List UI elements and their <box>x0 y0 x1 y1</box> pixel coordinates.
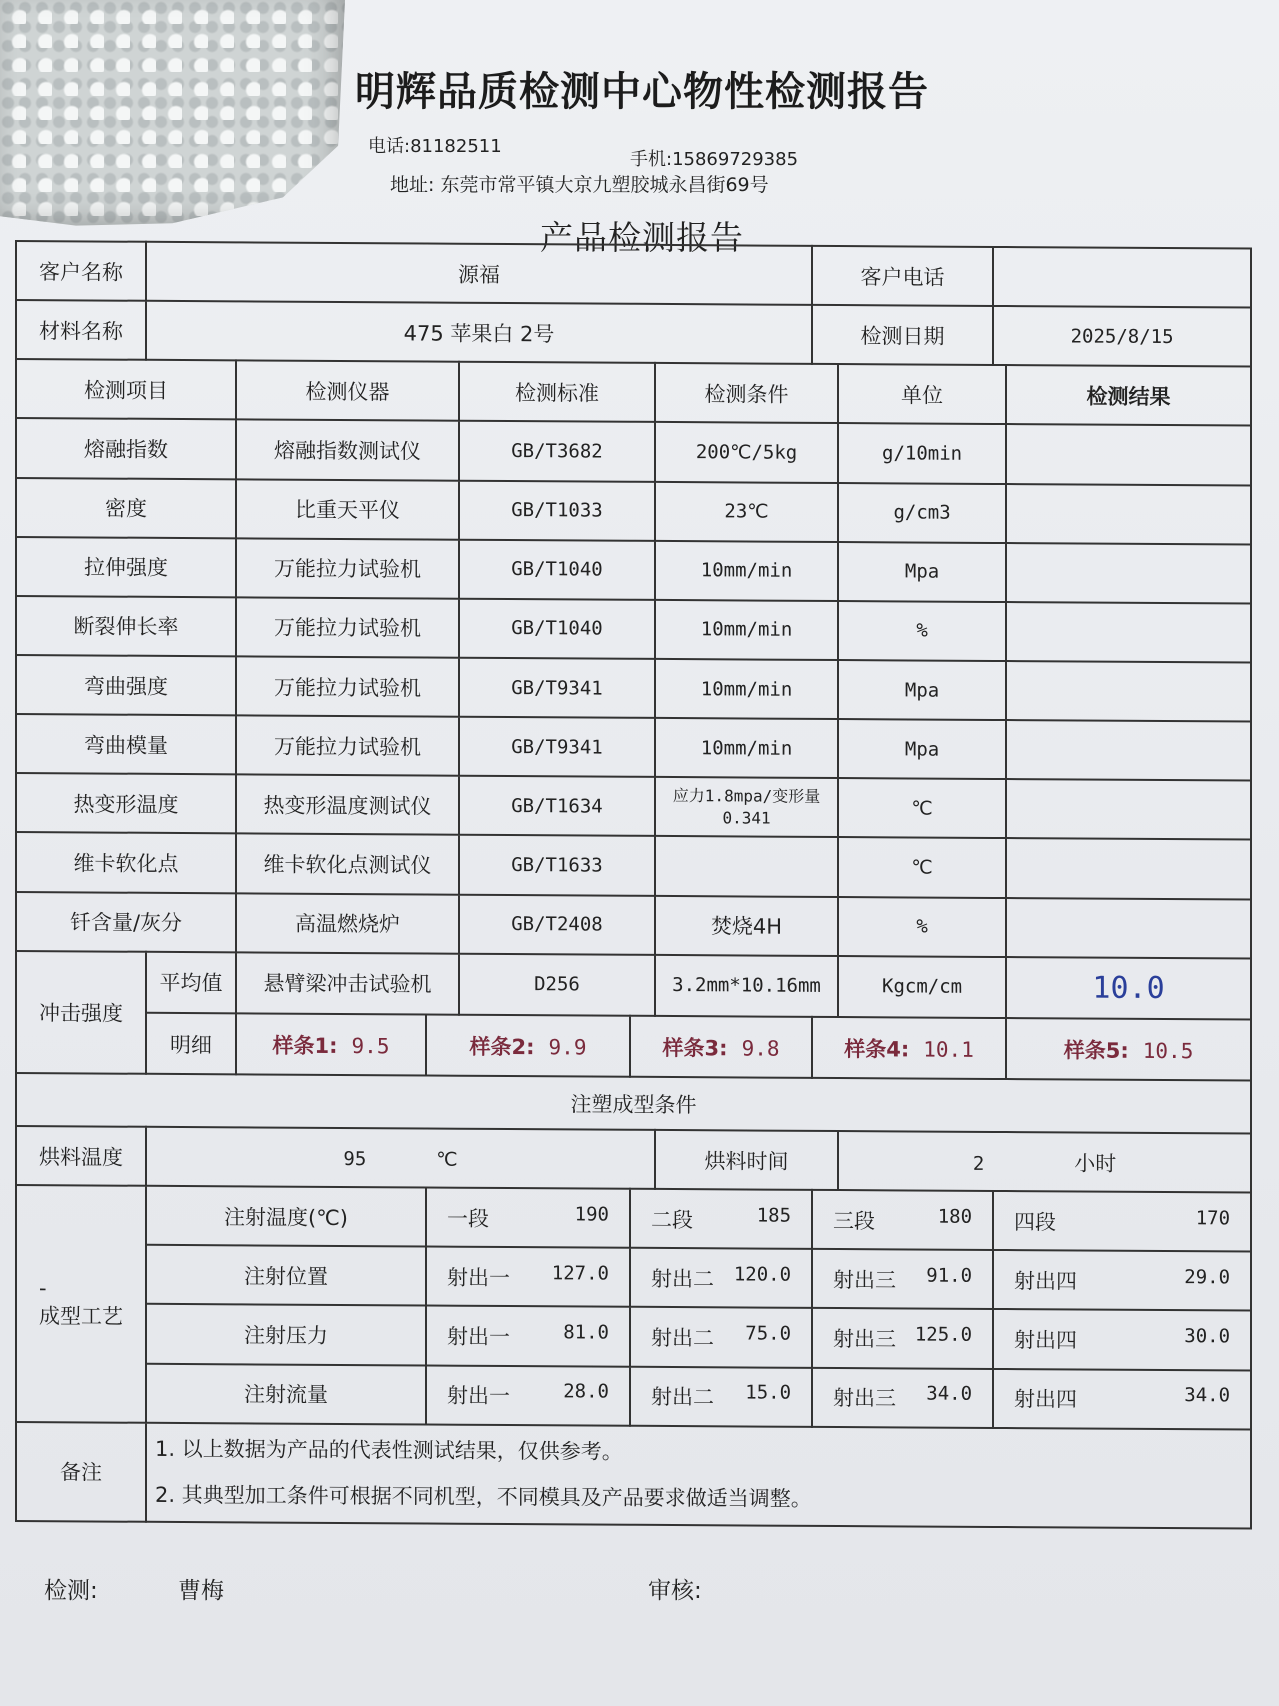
row-unit: g/10min <box>838 423 1006 483</box>
table-row <box>16 832 1251 899</box>
process-cell-value: 28.0 <box>563 1380 609 1403</box>
table-row <box>16 773 1251 840</box>
remark-line: 1. 以上数据为产品的代表性测试结果，仅供参考。 <box>155 1437 623 1465</box>
row-standard: GB/T1633 <box>459 835 655 895</box>
material-row <box>16 300 1251 367</box>
row-result <box>1006 898 1251 959</box>
impact-result: 10.0 <box>1006 957 1251 1020</box>
row-instrument: 高温燃烧炉 <box>236 893 459 954</box>
customer-name-label: 客户名称 <box>16 241 146 301</box>
row-result <box>1006 838 1251 899</box>
row-instrument: 万能拉力试验机 <box>236 656 459 717</box>
process-cell <box>812 1190 993 1250</box>
col-header-result: 检测结果 <box>1006 365 1251 426</box>
process-row <box>16 1363 1251 1430</box>
process-row-label: 注射流量 <box>146 1363 426 1424</box>
process-cell <box>630 1189 812 1249</box>
process-cell <box>993 1191 1251 1252</box>
process-cell-key: 射出二 <box>651 1325 714 1351</box>
header-mobile: 手机:15869729385 <box>630 149 799 170</box>
process-cell-key: 射出一 <box>447 1324 510 1349</box>
sample-cell <box>426 1014 630 1076</box>
impact-label: 冲击强度 <box>16 951 146 1074</box>
row-unit: g/cm3 <box>838 483 1006 543</box>
sample-cell <box>812 1017 1006 1079</box>
material-name-value: 475 苹果白 2号 <box>146 301 812 364</box>
process-cell <box>993 1369 1251 1430</box>
remark-line: 2. 其典型加工条件可根据不同机型，不同模具及产品要求做适当调整。 <box>155 1483 812 1512</box>
col-header-item: 检测项目 <box>16 359 236 419</box>
impact-instrument: 悬臂梁冲击试验机 <box>236 952 459 1015</box>
table-row <box>16 537 1251 604</box>
impact-average-row <box>16 951 1251 1020</box>
header-address: 地址: 东莞市常平镇大京九塑胶城永昌街69号 <box>390 174 769 196</box>
process-row <box>16 1185 1251 1252</box>
customer-phone-label: 客户电话 <box>812 246 993 306</box>
test-date-label: 检测日期 <box>812 305 993 365</box>
process-cell <box>812 1367 993 1427</box>
process-cell-key: 一段 <box>447 1206 489 1231</box>
row-standard: GB/T1033 <box>459 480 655 540</box>
process-row-label: 注射温度(℃) <box>146 1186 426 1247</box>
row-result <box>1006 484 1251 545</box>
tester-name: 曹梅 <box>178 1578 224 1604</box>
row-condition: 应力1.8mpa/变形量 0.341 <box>655 777 838 837</box>
row-result <box>1006 661 1251 722</box>
dry-temp-cell <box>146 1127 655 1189</box>
col-header-unit: 单位 <box>838 364 1006 424</box>
table-row <box>16 655 1251 722</box>
customer-name-value: 源福 <box>146 242 812 305</box>
row-standard: GB/T1634 <box>459 776 655 836</box>
impact-detail-label: 明细 <box>146 1013 236 1075</box>
process-cell-value: 120.0 <box>733 1263 792 1286</box>
table-row <box>16 478 1251 545</box>
process-label: 成型工艺 <box>39 1304 123 1330</box>
impact-standard: D256 <box>459 953 655 1015</box>
row-instrument: 维卡软化点测试仪 <box>236 834 459 895</box>
row-instrument: 万能拉力试验机 <box>236 597 459 658</box>
row-instrument: 熔融指数测试仪 <box>236 420 459 481</box>
table-row <box>16 892 1251 959</box>
row-condition: 10mm/min <box>655 600 838 660</box>
row-standard: GB/T9341 <box>459 658 655 718</box>
row-condition <box>655 836 838 896</box>
report-table <box>15 240 1252 1530</box>
customer-phone-value <box>993 247 1251 308</box>
reviewer-label: 审核: <box>648 1578 702 1604</box>
row-unit: % <box>838 601 1006 661</box>
row-unit: Mpa <box>838 719 1006 779</box>
process-cell-value: 127.0 <box>551 1262 609 1285</box>
row-result <box>1006 424 1251 485</box>
row-standard: GB/T1040 <box>459 599 655 659</box>
row-item: 弯曲模量 <box>16 714 236 774</box>
row-item: 热变形温度 <box>16 773 236 833</box>
process-cell-value: 91.0 <box>926 1264 973 1287</box>
impact-detail-row <box>16 1012 1251 1081</box>
test-date-value: 2025/8/15 <box>993 306 1251 367</box>
row-instrument: 热变形温度测试仪 <box>236 775 459 836</box>
row-instrument: 万能拉力试验机 <box>236 538 459 599</box>
row-condition: 10mm/min <box>655 541 838 601</box>
row-result <box>1006 779 1251 840</box>
column-header-row <box>16 359 1251 426</box>
sample-label: 样条5: <box>1063 1037 1129 1063</box>
process-row-label: 注射压力 <box>146 1304 426 1365</box>
process-cell-value: 34.0 <box>926 1382 973 1405</box>
dry-time-label: 烘料时间 <box>655 1130 838 1190</box>
row-result <box>1006 720 1251 781</box>
row-unit: % <box>838 897 1006 957</box>
process-cell <box>630 1366 812 1426</box>
sample-cell <box>630 1016 812 1078</box>
process-mark: - <box>39 1276 47 1301</box>
report-title: 明辉品质检测中心物性检测报告 <box>355 69 929 115</box>
row-condition: 200℃/5kg <box>655 422 838 482</box>
process-cell-key: 射出四 <box>1014 1387 1078 1412</box>
process-cell <box>426 1306 630 1366</box>
row-result <box>1006 543 1251 604</box>
sample-value: 9.5 <box>351 1033 390 1058</box>
dry-temp-label: 烘料温度 <box>16 1126 146 1186</box>
table-row <box>16 596 1251 663</box>
dry-time-cell <box>838 1131 1251 1193</box>
table-row <box>16 714 1251 781</box>
process-cell <box>426 1247 630 1307</box>
sample-value: 10.5 <box>1142 1038 1194 1063</box>
process-cell-key: 射出三 <box>833 1386 897 1411</box>
col-header-condition: 检测条件 <box>655 363 838 423</box>
process-cell <box>426 1188 630 1248</box>
process-cell-value: 34.0 <box>1184 1384 1231 1407</box>
dry-temp-unit: ℃ <box>436 1148 458 1171</box>
process-cell-key: 四段 <box>1014 1209 1057 1235</box>
drying-row <box>16 1126 1251 1193</box>
sample-label: 样条2: <box>469 1034 535 1059</box>
sample-cell <box>1006 1018 1251 1081</box>
dry-temp-value: 95 <box>343 1147 367 1170</box>
process-row <box>16 1303 1251 1370</box>
process-cell <box>993 1309 1251 1370</box>
row-unit: ℃ <box>838 837 1006 897</box>
process-row <box>16 1244 1251 1311</box>
impact-condition: 3.2mm*10.16mm <box>655 955 838 1017</box>
row-condition: 10mm/min <box>655 718 838 778</box>
row-instrument: 比重天平仪 <box>236 479 459 540</box>
process-cell <box>812 1249 993 1309</box>
process-cell <box>630 1307 812 1367</box>
table-row <box>16 418 1251 485</box>
process-cell-key: 射出三 <box>833 1267 897 1293</box>
row-condition: 10mm/min <box>655 659 838 719</box>
process-cell <box>426 1365 630 1425</box>
impact-unit: Kgcm/cm <box>838 956 1006 1018</box>
process-cell-value: 30.0 <box>1184 1325 1231 1348</box>
molding-title-row <box>16 1073 1251 1133</box>
row-standard: GB/T3682 <box>459 421 655 481</box>
process-cell-key: 射出四 <box>1014 1328 1078 1353</box>
sample-label: 样条4: <box>844 1036 910 1062</box>
impact-average-label: 平均值 <box>146 951 236 1013</box>
process-cell-key: 射出四 <box>1014 1268 1078 1294</box>
remarks-text <box>146 1422 1251 1528</box>
row-item: 钎含量/灰分 <box>16 892 236 952</box>
process-cell-key: 射出二 <box>651 1266 714 1292</box>
remarks-row <box>16 1422 1251 1529</box>
process-cell-value: 15.0 <box>745 1381 792 1404</box>
process-label-cell <box>16 1185 146 1422</box>
process-cell-value: 75.0 <box>745 1322 792 1345</box>
row-standard: GB/T1040 <box>459 539 655 599</box>
row-standard: GB/T9341 <box>459 717 655 777</box>
col-header-instrument: 检测仪器 <box>236 361 459 422</box>
process-cell-key: 三段 <box>833 1208 876 1233</box>
row-result <box>1006 602 1251 663</box>
process-cell-value: 185 <box>756 1204 792 1227</box>
row-item: 熔融指数 <box>16 418 236 478</box>
process-cell-key: 射出一 <box>447 1383 510 1409</box>
row-standard: GB/T2408 <box>459 894 655 954</box>
remarks-label: 备注 <box>16 1422 146 1522</box>
process-cell-value: 81.0 <box>563 1321 609 1344</box>
molding-title: 注塑成型条件 <box>16 1073 1251 1133</box>
sample-value: 10.1 <box>923 1037 974 1062</box>
process-row-label: 注射位置 <box>146 1245 426 1306</box>
process-cell-value: 29.0 <box>1184 1265 1231 1289</box>
process-cell-value: 170 <box>1195 1206 1231 1230</box>
row-unit: Mpa <box>838 660 1006 720</box>
process-cell-value: 125.0 <box>914 1323 973 1346</box>
process-cell <box>630 1248 812 1308</box>
material-name-label: 材料名称 <box>16 300 146 360</box>
process-cell <box>812 1308 993 1368</box>
row-condition: 23℃ <box>655 481 838 541</box>
row-instrument: 万能拉力试验机 <box>236 715 459 776</box>
process-cell-key: 二段 <box>651 1207 693 1232</box>
sample-value: 9.8 <box>741 1036 780 1061</box>
row-item: 拉伸强度 <box>16 537 236 597</box>
sample-label: 样条1: <box>272 1033 338 1058</box>
row-item: 密度 <box>16 478 236 538</box>
process-cell-key: 射出一 <box>447 1265 510 1290</box>
tester-label: 检测: <box>44 1578 98 1604</box>
process-cell-key: 射出三 <box>833 1326 897 1352</box>
col-header-standard: 检测标准 <box>459 362 655 422</box>
process-cell <box>993 1250 1251 1311</box>
row-item: 维卡软化点 <box>16 832 236 892</box>
process-cell-value: 180 <box>937 1205 973 1228</box>
customer-row <box>16 241 1251 308</box>
sample-value: 9.9 <box>548 1034 587 1060</box>
row-unit: ℃ <box>838 778 1006 838</box>
dry-time-value: 2 <box>972 1152 985 1175</box>
sample-cell <box>236 1013 426 1075</box>
sample-label: 样条3: <box>662 1035 728 1060</box>
row-item: 弯曲强度 <box>16 655 236 715</box>
report-subtitle: 产品检测报告 <box>540 218 744 257</box>
row-unit: Mpa <box>838 542 1006 602</box>
process-cell-key: 射出二 <box>651 1384 714 1410</box>
process-cell-value: 190 <box>574 1203 609 1226</box>
dry-time-unit: 小时 <box>1074 1151 1117 1176</box>
header-phone: 电话:81182511 <box>368 136 502 157</box>
row-item: 断裂伸长率 <box>16 596 236 656</box>
row-condition: 焚烧4H <box>655 895 838 955</box>
